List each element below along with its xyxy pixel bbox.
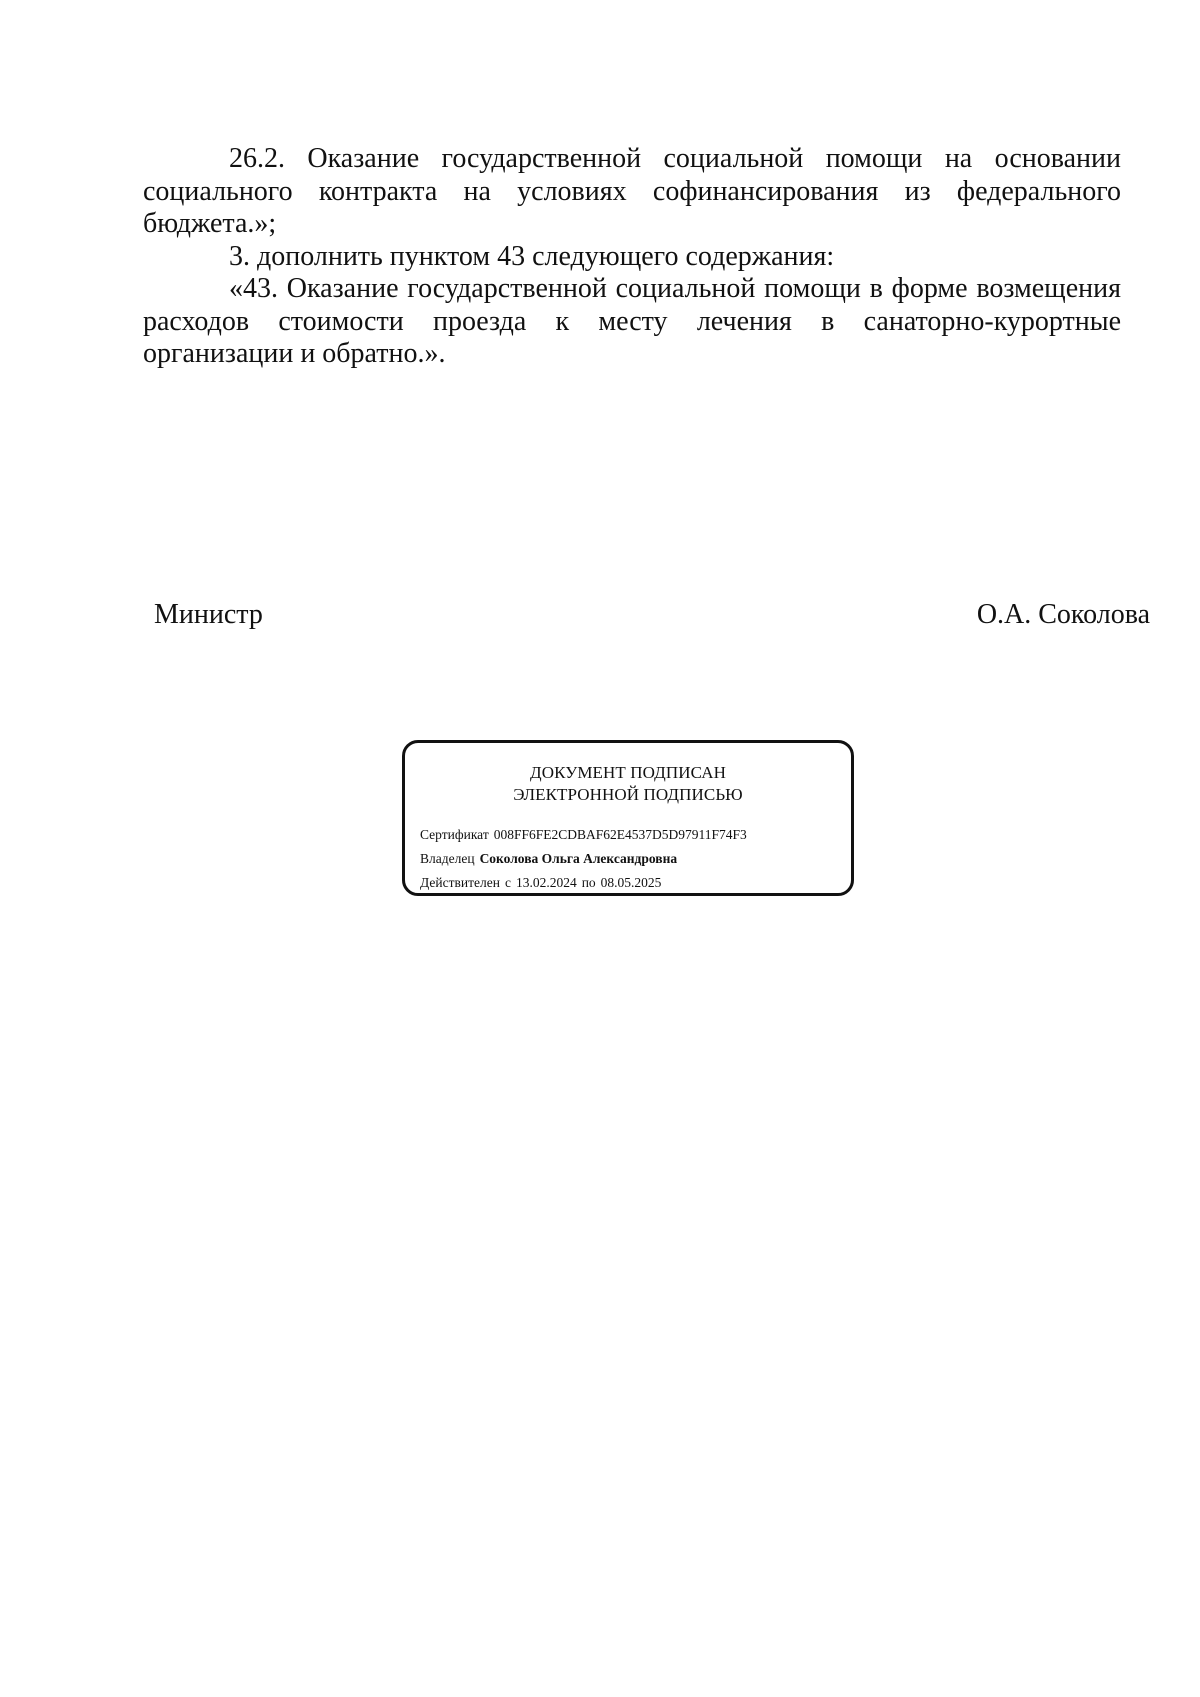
stamp-owner-line [420, 847, 747, 871]
signatory-name: О.А. Соколова [976, 599, 1150, 630]
electronic-signature-stamp [402, 740, 854, 896]
stamp-valid-from-label: с [504, 875, 511, 890]
stamp-certificate-label: Сертификат [420, 827, 489, 842]
paragraph-43: «43. Оказание государственной социальной помощи в форме возмещения расходов стоимости проезда к месту лечения в санаторно-курортные организации и обратно.». [143, 273, 1121, 369]
stamp-heading-line2: ЭЛЕКТРОННОЙ ПОДПИСЬЮ [513, 785, 743, 804]
signatory-title: Министр [154, 599, 263, 630]
stamp-heading-line1: ДОКУМЕНТ ПОДПИСАН [530, 763, 726, 782]
stamp-owner-value: Соколова Ольга Александровна [479, 851, 678, 866]
stamp-details [420, 823, 747, 895]
stamp-heading [405, 762, 851, 806]
stamp-certificate-line [420, 823, 747, 847]
stamp-valid-to: 08.05.2025 [600, 875, 662, 890]
document-body [143, 143, 1121, 371]
paragraph-26-2: 26.2. Оказание государственной социальной помощи на основании социального контракта на условиях софинансирования из федерального бюджета.»; [143, 143, 1121, 239]
stamp-valid-label: Действителен [420, 875, 500, 890]
stamp-valid-from: 13.02.2024 [515, 875, 577, 890]
stamp-owner-label: Владелец [420, 851, 475, 866]
paragraph-amendment-3: 3. дополнить пунктом 43 следующего содержания: [229, 240, 835, 272]
stamp-valid-to-label: по [581, 875, 596, 890]
stamp-validity-line [420, 871, 747, 895]
stamp-certificate-value: 008FF6FE2CDBAF62E4537D5D97911F74F3 [493, 827, 747, 842]
